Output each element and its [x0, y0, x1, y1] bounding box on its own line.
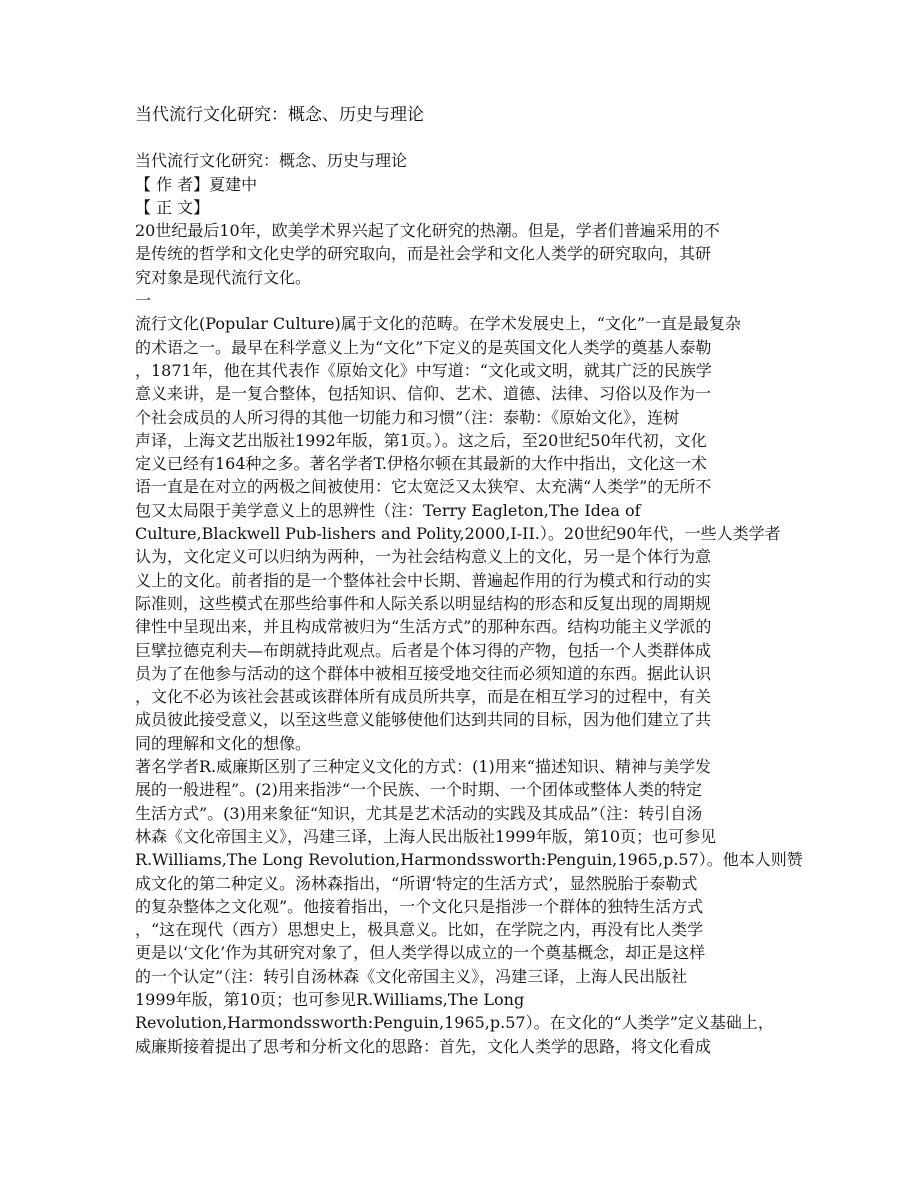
text-line: 语一直是在对立的两极之间被使用：它太宽泛又太狭窄、太充满“人类学”的无所不: [135, 477, 712, 497]
text-line: 的术语之一。最早在科学意义上为“文化”下定义的是英国文化人类学的奠基人泰勒: [135, 337, 712, 357]
author-line: 【 作 者】夏建中: [135, 174, 258, 194]
text-line: 更是以‘文化’作为其研究对象了，但人类学得以成立的一个奠基概念，却正是这样: [135, 943, 706, 963]
text-line: 包又太局限于美学意义上的思辨性（注：Terry Eagleton,The Idea of: [135, 500, 641, 520]
paragraph-culture-definition: [135, 312, 787, 755]
text-line: 著名学者R.威廉斯区别了三种定义文化的方式：(1)用来“描述知识、精神与美学发: [135, 757, 711, 777]
text-line: 认为，文化定义可以归纳为两种，一为社会结构意义上的文化，另一是个体行为意: [135, 547, 712, 567]
text-line: 生活方式”。(3)用来象征“知识，尤其是艺术活动的实践及其成品”（注：转引自汤: [135, 803, 703, 823]
section-number: [135, 289, 787, 312]
text-line: 成员彼此接受意义，以至这些意义能够使他们达到共同的目标，因为他们建立了共: [135, 710, 712, 730]
body-label: 【 正 文】: [135, 197, 210, 217]
text-line: 际准则，这些模式在那些给事件和人际关系以明显结构的形态和反复出现的周期规: [135, 593, 712, 613]
text-line: 声译，上海文艺出版社1992年版，第1页。）。这之后，至20世纪50年代初，文化: [135, 430, 707, 450]
document-page: [135, 104, 803, 1058]
article-subtitle: 当代流行文化研究：概念、历史与理论: [135, 151, 408, 171]
text-line: 是传统的哲学和文化史学的研究取向，而是社会学和文化人类学的研究取向，其研: [135, 244, 712, 264]
text-line: 威廉斯接着提出了思考和分析文化的思路：首先，文化人类学的思路，将文化看成: [135, 1036, 712, 1056]
text-line: 流行文化(Popular Culture)属于文化的范畴。在学术发展史上，“文化”一直是最复杂: [135, 314, 742, 334]
text-line: ，“这在现代（西方）思想史上，极具意义。比如，在学院之内，再没有比人类学: [135, 920, 704, 940]
text-line: 1999年版，第10页；也可参见R.Williams,The Long: [135, 989, 525, 1009]
text-line: 展的一般进程”。(2)用来指涉“一个民族、一个时期、一个团体或整体人类的特定: [135, 780, 703, 800]
text-line: ，文化不必为该社会甚或该群体所有成员所共享，而是在相互学习的过程中，有关: [135, 687, 712, 707]
text-line: ，1871年，他在其代表作《原始文化》中写道：“文化或文明，就其广泛的民族学: [135, 360, 712, 380]
text-line: R.Williams,The Long Revolution,Harmondssworth:Penguin,1965,p.57）。他本人则赞: [135, 850, 803, 870]
text-line: 个社会成员的人所习得的其他一切能力和习惯”（注：泰勒：《原始文化》，连树: [135, 407, 680, 427]
text-line: 20世纪最后10年，欧美学术界兴起了文化研究的热潮。但是，学者们普遍采用的不: [135, 221, 720, 241]
text-line: 究对象是现代流行文化。: [135, 267, 312, 287]
text-line: 成文化的第二种定义。汤林森指出，“所谓‘特定的生活方式’，显然脱胎于泰勒式: [135, 873, 698, 893]
text-line: 律性中呈现出来，并且构成常被归为“生活方式”的那种东西。结构功能主义学派的: [135, 617, 712, 637]
text-line: Culture,Blackwell Pub-lishers and Polity,2000,I-II.）。20世纪90年代，一些人类学者: [135, 524, 781, 544]
text-line: 义上的文化。前者指的是一个整体社会中长期、普遍起作用的行为模式和行动的实: [135, 570, 712, 590]
text-line: 员为了在他参与活动的这个群体中被相互接受地交往而必须知道的东西。据此认识: [135, 663, 712, 683]
text-line: 同的理解和文化的想像。: [135, 733, 312, 753]
section-heading: 一: [135, 291, 152, 311]
paragraph-williams: [135, 755, 803, 1058]
document-title: 当代流行文化研究：概念、历史与理论: [135, 105, 424, 125]
text-line: 定义已经有164种之多。著名学者T.伊格尔顿在其最新的大作中指出，文化这一术: [135, 454, 707, 474]
text-line: 意义来讲，是一复合整体，包括知识、信仰、艺术、道德、法律、习俗以及作为一: [135, 384, 712, 404]
paragraph-intro: [135, 219, 787, 289]
text-line: 的一个认定”（注：转引自汤林森《文化帝国主义》，冯建三译，上海人民出版社: [135, 966, 688, 986]
text-line: 的复杂整体之文化观”。他接着指出，一个文化只是指涉一个群体的独特生活方式: [135, 896, 704, 916]
text-line: Revolution,Harmondssworth:Penguin,1965,p.57）。在文化的“人类学”定义基础上，: [135, 1013, 774, 1033]
text-line: 巨擘拉德克利夫—布朗就持此观点。后者是个体习得的产物，包括一个人类群体成: [135, 640, 712, 660]
text-line: 林森《文化帝国主义》，冯建三译，上海人民出版社1999年版，第10页；也可参见: [135, 826, 717, 846]
